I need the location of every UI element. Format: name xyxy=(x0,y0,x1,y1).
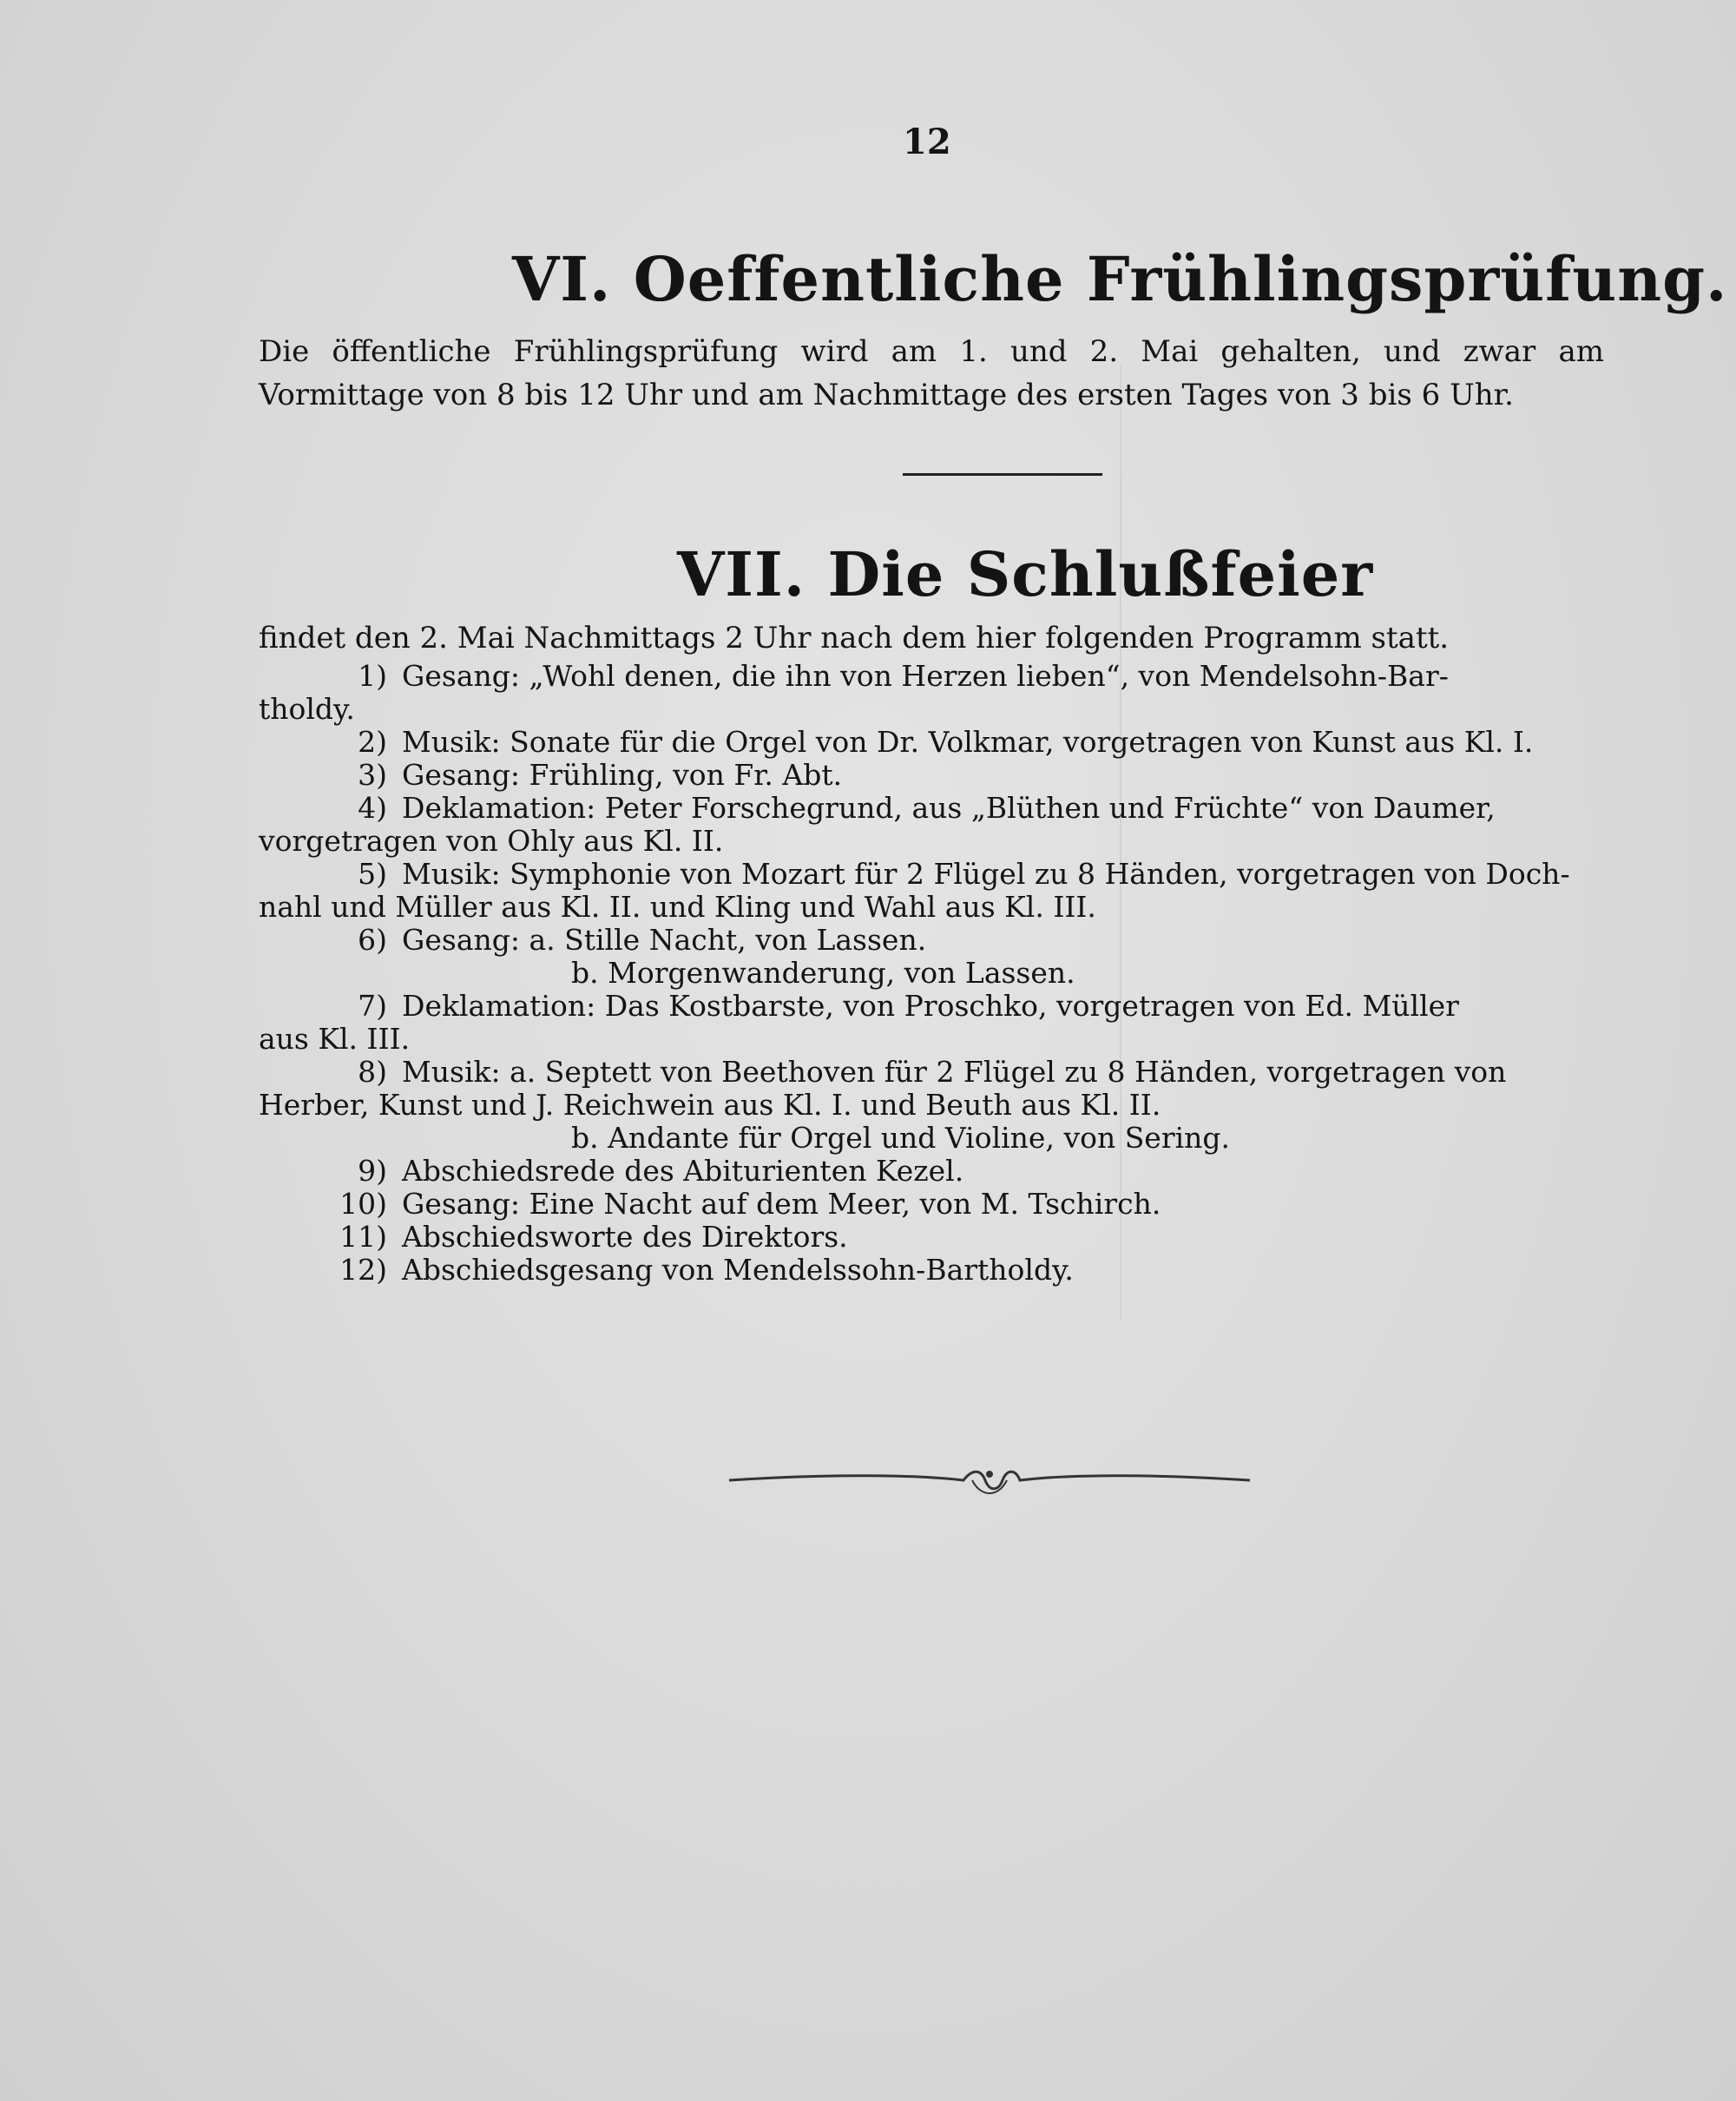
program-item-text: Gesang: „Wohl denen, die ihn von Herzen lieben“, von Mendelsohn-Bar- xyxy=(402,659,1449,693)
section-vi-text: Die öffentliche Frühlingsprüfung wird am 1. und 2. Mai gehalten, und zwar am Vormittage von 8 bis 12 Uhr und am Nachmittage des ersten Tages von 3 bis 6 Uhr. xyxy=(259,334,1604,412)
program-item xyxy=(259,1188,1604,1221)
program-item-text: Abschiedsworte des Direktors. xyxy=(402,1220,848,1254)
program-item-text: Abschiedsrede des Abiturienten Kezel. xyxy=(402,1154,964,1188)
program-item xyxy=(259,759,1604,792)
program-item-number: 11) xyxy=(339,1220,387,1254)
program-item xyxy=(259,858,1604,924)
program-item-text: Gesang: Eine Nacht auf dem Meer, von M. Tschirch. xyxy=(402,1187,1161,1221)
program-item-continuation: nahl und Müller aus Kl. II. und Kling und Wahl aus Kl. III. xyxy=(259,890,1096,924)
program-item xyxy=(259,1221,1604,1254)
program-item-text: b. Morgenwanderung, von Lassen. xyxy=(571,956,1075,990)
section-divider xyxy=(903,473,1102,476)
program-item-number: 1) xyxy=(358,659,387,693)
program-item-number: 6) xyxy=(358,923,387,957)
program-item-text: Musik: a. Septett von Beethoven für 2 Flügel zu 8 Händen, vorgetragen von xyxy=(402,1055,1507,1089)
page-number: 12 xyxy=(903,122,951,162)
program-item-continuation: Herber, Kunst und J. Reichwein aus Kl. I. und Beuth aus Kl. II. xyxy=(259,1088,1161,1122)
program-item xyxy=(259,660,1604,726)
program-item xyxy=(259,957,1604,990)
program-item-number: 12) xyxy=(339,1253,387,1287)
program-item-number: 4) xyxy=(358,791,387,825)
program-item-text: Deklamation: Das Kostbarste, von Proschko, vorgetragen von Ed. Müller xyxy=(402,989,1459,1023)
program-item-number: 2) xyxy=(358,725,387,759)
program-item-continuation: aus Kl. III. xyxy=(259,1022,411,1056)
program-item xyxy=(259,1122,1604,1155)
program-item-number: 10) xyxy=(339,1187,387,1221)
program-item-continuation: tholdy. xyxy=(259,692,355,726)
program-item xyxy=(259,924,1604,957)
program-item-number: 3) xyxy=(358,758,387,792)
section-vi-title: VI. Oeffentliche Frühlingsprüfung. xyxy=(512,243,1728,315)
section-vii-intro: findet den 2. Mai Nachmittags 2 Uhr nach dem hier folgenden Programm statt. xyxy=(259,621,1450,655)
program-item-text: Gesang: Frühling, von Fr. Abt. xyxy=(402,758,843,792)
program-item xyxy=(259,1155,1604,1188)
program-item-text: b. Andante für Orgel und Violine, von Sering. xyxy=(571,1121,1231,1155)
ornament-divider xyxy=(720,1459,1259,1502)
program-item xyxy=(259,990,1604,1056)
program-item xyxy=(259,726,1604,759)
program-item-text: Gesang: a. Stille Nacht, von Lassen. xyxy=(402,923,927,957)
program-item-text: Deklamation: Peter Forschegrund, aus „Blüthen und Früchte“ von Daumer, xyxy=(402,791,1496,825)
program-item xyxy=(259,1254,1604,1287)
program-list xyxy=(259,660,1604,1287)
program-item-number: 7) xyxy=(358,989,387,1023)
section-vii-title: VII. Die Schlußfeier xyxy=(677,538,1374,610)
program-item-text: Abschiedsgesang von Mendelssohn-Bartholdy. xyxy=(402,1253,1074,1287)
program-item xyxy=(259,1056,1604,1122)
program-item xyxy=(259,792,1604,858)
program-item-continuation: vorgetragen von Ohly aus Kl. II. xyxy=(259,824,724,858)
program-item-number: 5) xyxy=(358,857,387,891)
program-item-number: 8) xyxy=(358,1055,387,1089)
program-item-text: Musik: Sonate für die Orgel von Dr. Volkmar, vorgetragen von Kunst aus Kl. I. xyxy=(402,725,1534,759)
program-item-number: 9) xyxy=(358,1154,387,1188)
program-item-text: Musik: Symphonie von Mozart für 2 Flügel zu 8 Händen, vorgetragen von Doch- xyxy=(402,857,1570,891)
